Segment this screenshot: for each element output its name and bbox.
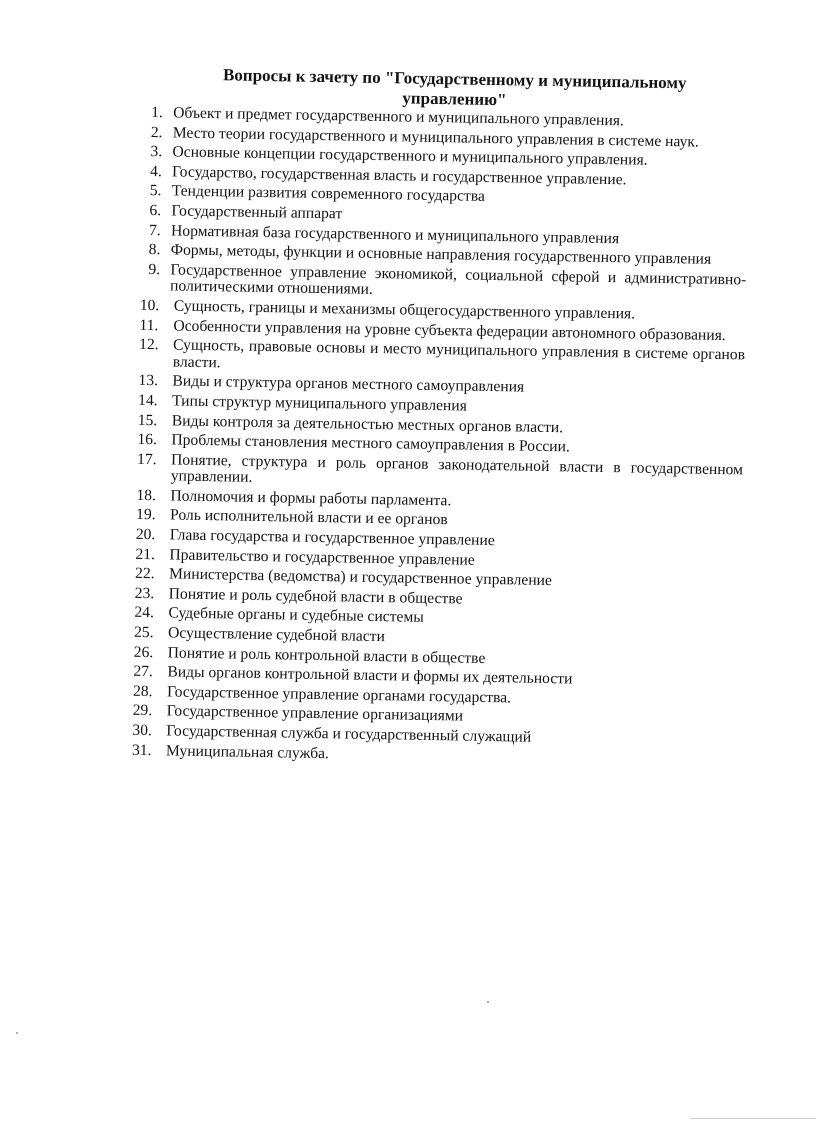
question-number: 27. (133, 663, 154, 681)
question-text: Сущность, границы и механизмы общегосударственного управления. (173, 297, 636, 323)
question-number: 2. (150, 123, 163, 141)
question-number: 23. (134, 584, 155, 602)
question-number: 26. (133, 643, 154, 661)
question-text: Министерства (ведомства) и государственное управление (168, 565, 553, 590)
question-number: 8. (148, 241, 161, 259)
question-text: Понятие и роль судебной власти в обществе (168, 585, 463, 608)
scan-speck (16, 1032, 18, 1034)
question-text: Понятие и роль контрольной власти в обществе (167, 644, 486, 667)
question-text: Формы, методы, функции и основные направления государственного управления (170, 241, 712, 268)
question-text: Виды органов контрольной власти и формы их деятельности (167, 663, 573, 688)
question-number: 29. (132, 702, 153, 720)
question-text: Нормативная база государственного и муниципального управления (170, 221, 620, 247)
question-text: Правительство и государственное управление (169, 546, 475, 569)
question-text: Осуществление судебной власти (167, 624, 386, 646)
question-text: Государственный аппарат (171, 202, 343, 223)
title-line-1: Вопросы к зачету по "Государственному и муниципальному (222, 65, 687, 93)
question-number: 6. (149, 201, 162, 220)
question-number: 21. (135, 545, 156, 563)
question-number: 14. (137, 391, 158, 410)
question-number: 18. (136, 486, 157, 505)
question-number: 7. (148, 221, 161, 239)
question-number: 25. (133, 623, 154, 642)
question-number: 5. (149, 182, 162, 200)
question-text: Государственное управление органами государства. (166, 683, 512, 707)
question-number: 31. (131, 741, 152, 759)
question-text: Роль исполнительной власти и ее органов (169, 506, 448, 529)
question-text: Понятие, структура и роль органов законодательной власти в государственном управлении. (170, 451, 744, 487)
question-text: Государственная служба и государственный служащий (166, 722, 532, 746)
question-text: Особенности управления на уровне субъекта федерации автономного образования. (173, 316, 726, 344)
question-text: Государство, государственная власть и государственное управление. (171, 163, 627, 189)
question-text: Виды контроля за деятельностью местных органов власти. (171, 411, 564, 436)
question-text: Объект и предмет государственного и муниципального управления. (173, 104, 625, 130)
question-text: Глава государства и государственное управление (169, 526, 495, 550)
question-number: 19. (135, 506, 156, 524)
question-number: 15. (137, 411, 158, 429)
question-number: 3. (150, 143, 163, 161)
question-text: Основные концепции государственного и муниципального управления. (172, 143, 648, 169)
question-number: 9. (148, 260, 161, 278)
question-number: 28. (132, 682, 153, 700)
question-text: Проблемы становления местного самоуправления в России. (171, 431, 570, 456)
question-number: 30. (132, 721, 153, 740)
question-number: 11. (139, 316, 159, 334)
scan-edge-mark (690, 1118, 816, 1119)
question-text: Государственное управление организациями (166, 702, 464, 725)
question-number: 12. (138, 335, 159, 354)
question-number: 13. (138, 372, 159, 390)
question-number: 20. (135, 525, 156, 544)
question-text: Место теории государственного и муниципального управления в системе наук. (172, 124, 700, 151)
question-number: 1. (151, 104, 164, 122)
question-number: 24. (134, 604, 155, 622)
question-list (131, 104, 749, 770)
scan-speck (487, 1001, 489, 1003)
question-text: Тенденции развития современного государства (171, 182, 486, 206)
question-text: Сущность, правовые основы и место муниципального управления в системе органов власти. (172, 336, 746, 371)
question-number: 10. (139, 296, 160, 315)
question-number: 16. (137, 430, 158, 449)
question-text: Типы структур муниципального управления (171, 392, 467, 415)
question-text: Судебные органы и судебные системы (168, 604, 424, 627)
question-text: Полномочия и формы работы парламента. (170, 487, 452, 510)
document-body (131, 64, 750, 773)
question-number: 17. (136, 450, 157, 468)
question-number: 22. (134, 565, 155, 583)
question-number: 4. (149, 162, 162, 181)
question-text: Виды и структура органов местного самоуправления (172, 372, 525, 396)
question-text: Муниципальная служба. (165, 741, 330, 762)
question-text: Государственное управление экономикой, социальной сферой и административно-политическими отношениями. (169, 261, 747, 299)
title-line-2: управлению" (402, 88, 507, 110)
